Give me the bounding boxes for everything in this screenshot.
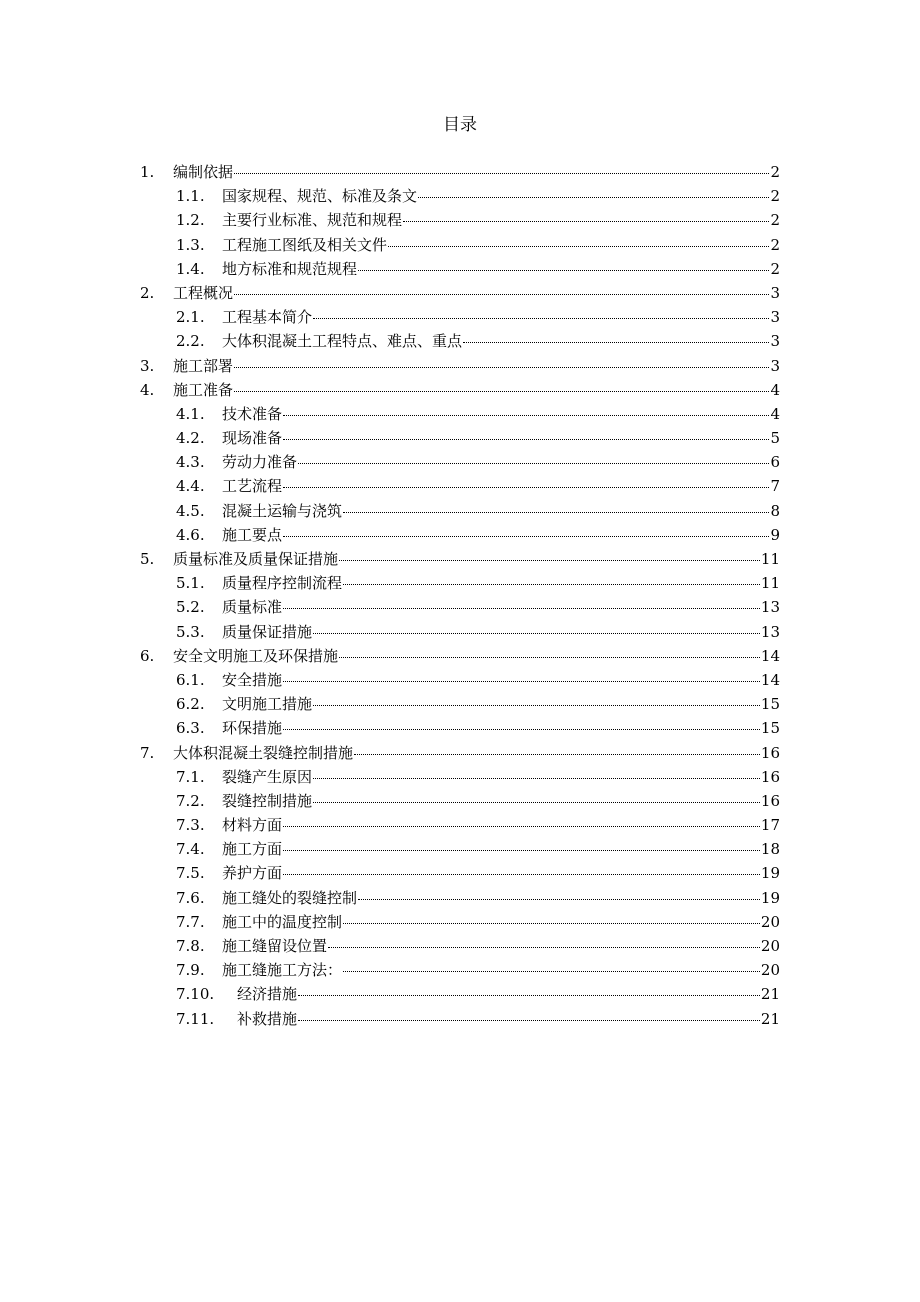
toc-entry-label: 质量保证措施	[222, 622, 313, 641]
toc-dot-leader	[313, 632, 760, 634]
toc-dot-leader	[388, 245, 769, 247]
toc-entry[interactable]	[140, 668, 780, 692]
toc-entry-number: 4.5.	[176, 501, 205, 520]
toc-entry-page-number: 19	[760, 888, 780, 907]
toc-entry-label: 工艺流程	[222, 477, 283, 496]
toc-entry-number: 3.	[140, 356, 155, 375]
toc-entry-label: 大体积混凝土裂缝控制措施	[173, 743, 354, 762]
toc-dot-leader	[339, 559, 760, 561]
toc-entry-page-number: 18	[760, 840, 780, 859]
toc-entry[interactable]	[140, 305, 780, 329]
toc-dot-leader	[283, 849, 760, 851]
toc-dot-leader	[283, 728, 760, 730]
toc-entry[interactable]	[140, 571, 780, 595]
toc-entry-number: 4.6.	[176, 525, 205, 544]
toc-entry-label: 裂缝控制措施	[222, 791, 313, 810]
toc-entry-label: 养护方面	[222, 864, 283, 883]
toc-entry-page-number: 2	[770, 163, 780, 181]
toc-entry-label: 经济措施	[237, 985, 298, 1004]
toc-entry[interactable]	[140, 958, 780, 982]
toc-entry-page-number: 2	[770, 235, 780, 254]
toc-entry-page-number: 2	[770, 187, 780, 206]
toc-entry-page-number: 13	[760, 622, 780, 641]
toc-entry[interactable]	[140, 1007, 780, 1031]
toc-entry-number: 1.3.	[176, 235, 205, 254]
toc-entry-label: 国家规程、规范、标准及条文	[222, 187, 418, 206]
toc-entry[interactable]	[140, 813, 780, 837]
toc-entry-number: 5.3.	[176, 622, 205, 641]
toc-entry-label: 现场准备	[222, 429, 283, 448]
toc-entry[interactable]	[140, 716, 780, 740]
toc-entry-number: 4.3.	[176, 453, 205, 472]
toc-entry-label: 施工中的温度控制	[222, 912, 343, 931]
toc-entry[interactable]	[140, 426, 780, 450]
toc-dot-leader	[418, 196, 769, 198]
toc-entry[interactable]	[140, 789, 780, 813]
toc-entry-page-number: 7	[770, 477, 780, 496]
toc-entry-label: 补救措施	[237, 1009, 298, 1028]
toc-entry[interactable]	[140, 982, 780, 1006]
toc-dot-leader	[283, 873, 760, 875]
toc-entry-number: 7.11.	[176, 1009, 215, 1028]
toc-entry-label: 工程基本简介	[222, 308, 313, 327]
toc-entry[interactable]	[140, 741, 780, 765]
toc-dot-leader	[283, 535, 769, 537]
toc-entry-label: 安全文明施工及环保措施	[173, 646, 339, 665]
toc-entry[interactable]	[140, 620, 780, 644]
toc-dot-leader	[298, 994, 760, 996]
toc-entry-page-number: 3	[770, 356, 780, 375]
toc-entry[interactable]	[140, 644, 780, 668]
toc-entry-page-number: 14	[760, 646, 780, 665]
toc-entry-page-number: 2	[770, 259, 780, 278]
toc-entry[interactable]	[140, 378, 780, 402]
toc-entry-number: 7.8.	[176, 937, 205, 955]
toc-dot-leader	[313, 777, 760, 779]
toc-entry-page-number: 16	[760, 743, 780, 762]
toc-entry-number: 7.5.	[176, 864, 205, 883]
toc-entry[interactable]	[140, 499, 780, 523]
toc-dot-leader	[234, 366, 769, 368]
toc-entry-number: 1.1.	[176, 187, 205, 206]
toc-entry[interactable]	[140, 692, 780, 716]
toc-dot-leader	[234, 293, 769, 295]
toc-entry-label: 施工准备	[173, 380, 234, 399]
toc-entry-number: 6.2.	[176, 695, 205, 714]
toc-entry[interactable]	[140, 474, 780, 498]
toc-entry[interactable]	[140, 861, 780, 885]
toc-dot-leader	[343, 511, 769, 513]
toc-entry-number: 2.	[140, 283, 155, 302]
toc-entry-number: 4.	[140, 380, 155, 399]
toc-entry-page-number: 20	[760, 961, 780, 980]
toc-entry[interactable]	[140, 547, 780, 571]
toc-entry[interactable]	[140, 281, 780, 305]
toc-entry-page-number: 19	[760, 864, 780, 883]
toc-dot-leader	[283, 414, 769, 416]
toc-entry-label: 文明施工措施	[222, 695, 313, 714]
toc-entry[interactable]	[140, 934, 780, 958]
toc-entry-number: 7.7.	[176, 912, 205, 931]
toc-dot-leader	[313, 317, 769, 319]
toc-entry-label: 施工缝施工方法：	[222, 961, 343, 980]
toc-dot-leader	[234, 390, 769, 392]
toc-entry-number: 1.4.	[176, 259, 205, 278]
toc-entry-page-number: 21	[760, 1009, 780, 1028]
toc-entry-label: 施工部署	[173, 356, 234, 375]
toc-entry[interactable]	[140, 354, 780, 378]
toc-entry-label: 质量标准及质量保证措施	[173, 550, 339, 568]
toc-entry[interactable]	[140, 329, 780, 353]
toc-entry-page-number: 14	[760, 670, 780, 689]
toc-entry[interactable]	[140, 160, 780, 184]
toc-entry-page-number: 13	[760, 598, 780, 617]
toc-entry[interactable]	[140, 184, 780, 208]
toc-entry-page-number: 20	[760, 937, 780, 955]
toc-dot-leader	[343, 583, 760, 585]
toc-entry-label: 工程施工图纸及相关文件	[222, 235, 388, 254]
toc-entry-label: 编制依据	[173, 163, 234, 181]
toc-entry-label: 环保措施	[222, 719, 283, 738]
toc-entry-number: 1.2.	[176, 211, 205, 230]
toc-entry-page-number: 9	[770, 525, 780, 544]
toc-entry-page-number: 5	[770, 429, 780, 448]
toc-entry[interactable]	[140, 208, 780, 232]
toc-entry-number: 5.	[140, 550, 155, 568]
toc-entry-page-number: 2	[770, 211, 780, 230]
toc-entry-page-number: 3	[770, 283, 780, 302]
toc-entry-label: 地方标准和规范规程	[222, 259, 358, 278]
toc-entry-number: 7.1.	[176, 767, 205, 786]
toc-dot-leader	[358, 898, 760, 900]
toc-dot-leader	[283, 607, 760, 609]
toc-entry-label: 劳动力准备	[222, 453, 298, 472]
toc-entry[interactable]	[140, 402, 780, 426]
toc-entry-label: 材料方面	[222, 816, 283, 835]
toc-entry-label: 施工缝留设位置	[222, 937, 328, 955]
toc-entry-number: 4.1.	[176, 404, 205, 423]
toc-entry-page-number: 20	[760, 912, 780, 931]
toc-dot-leader	[298, 462, 769, 464]
toc-entry[interactable]	[140, 450, 780, 474]
toc-entry-number: 7.3.	[176, 816, 205, 835]
toc-entry-number: 5.1.	[176, 574, 205, 593]
toc-entry-number: 7.4.	[176, 840, 205, 859]
toc-dot-leader	[343, 922, 760, 924]
toc-entry[interactable]	[140, 837, 780, 861]
toc-dot-leader	[234, 172, 769, 174]
toc-entry-page-number: 4	[770, 380, 780, 399]
toc-entry-number: 2.1.	[176, 308, 205, 327]
toc-entry-page-number: 15	[760, 695, 780, 714]
toc-entry[interactable]	[140, 257, 780, 281]
toc-entry-number: 5.2.	[176, 598, 205, 617]
toc-entry-number: 6.	[140, 646, 155, 665]
toc-entry-page-number: 8	[770, 501, 780, 520]
toc-entry-page-number: 15	[760, 719, 780, 738]
toc-entry-page-number: 3	[770, 308, 780, 327]
toc-entry-number: 2.2.	[176, 332, 205, 351]
toc-entry-number: 6.1.	[176, 670, 205, 689]
toc-dot-leader	[463, 341, 769, 343]
table-of-contents	[140, 160, 780, 1031]
toc-entry-page-number: 11	[760, 574, 780, 593]
toc-entry-label: 质量标准	[222, 598, 283, 617]
toc-entry-label: 裂缝产生原因	[222, 767, 313, 786]
toc-dot-leader	[283, 680, 760, 682]
toc-dot-leader	[339, 656, 760, 658]
toc-entry-label: 质量程序控制流程	[222, 574, 343, 593]
toc-entry-number: 1.	[140, 163, 155, 181]
toc-entry-label: 施工方面	[222, 840, 283, 859]
toc-entry-page-number: 4	[770, 404, 780, 423]
toc-dot-leader	[283, 825, 760, 827]
toc-entry-label: 施工缝处的裂缝控制	[222, 888, 358, 907]
toc-entry-page-number: 16	[760, 791, 780, 810]
toc-dot-leader	[313, 801, 760, 803]
toc-entry-page-number: 16	[760, 767, 780, 786]
toc-entry[interactable]	[140, 886, 780, 910]
toc-entry[interactable]	[140, 595, 780, 619]
toc-dot-leader	[283, 486, 769, 488]
toc-dot-leader	[343, 970, 760, 972]
toc-entry-page-number: 6	[770, 453, 780, 472]
toc-entry-page-number: 11	[760, 550, 780, 568]
toc-entry-number: 4.4.	[176, 477, 205, 496]
toc-entry-label: 安全措施	[222, 670, 283, 689]
toc-entry[interactable]	[140, 233, 780, 257]
toc-dot-leader	[298, 1019, 760, 1021]
toc-dot-leader	[354, 753, 760, 755]
toc-entry-page-number: 17	[760, 816, 780, 835]
toc-entry-label: 施工要点	[222, 525, 283, 544]
toc-entry-page-number: 3	[770, 332, 780, 351]
toc-entry-number: 7.	[140, 743, 155, 762]
toc-entry-number: 7.6.	[176, 888, 205, 907]
toc-entry[interactable]	[140, 910, 780, 934]
toc-dot-leader	[328, 946, 760, 948]
toc-entry[interactable]	[140, 765, 780, 789]
toc-entry-page-number: 21	[760, 985, 780, 1004]
toc-entry-number: 7.9.	[176, 961, 205, 980]
toc-entry-number: 7.2.	[176, 791, 205, 810]
toc-title: 目录	[443, 115, 477, 135]
toc-entry[interactable]	[140, 523, 780, 547]
toc-entry-number: 6.3.	[176, 719, 205, 738]
toc-entry-label: 大体积混凝土工程特点、难点、重点	[222, 332, 463, 351]
toc-entry-label: 主要行业标准、规范和规程	[222, 211, 403, 230]
toc-dot-leader	[283, 438, 769, 440]
toc-entry-label: 混凝土运输与浇筑	[222, 501, 343, 520]
toc-dot-leader	[313, 704, 760, 706]
toc-dot-leader	[403, 220, 769, 222]
toc-dot-leader	[358, 269, 769, 271]
toc-entry-number: 4.2.	[176, 429, 205, 448]
toc-entry-label: 技术准备	[222, 404, 283, 423]
toc-entry-label: 工程概况	[173, 283, 234, 302]
toc-entry-number: 7.10.	[176, 985, 215, 1004]
